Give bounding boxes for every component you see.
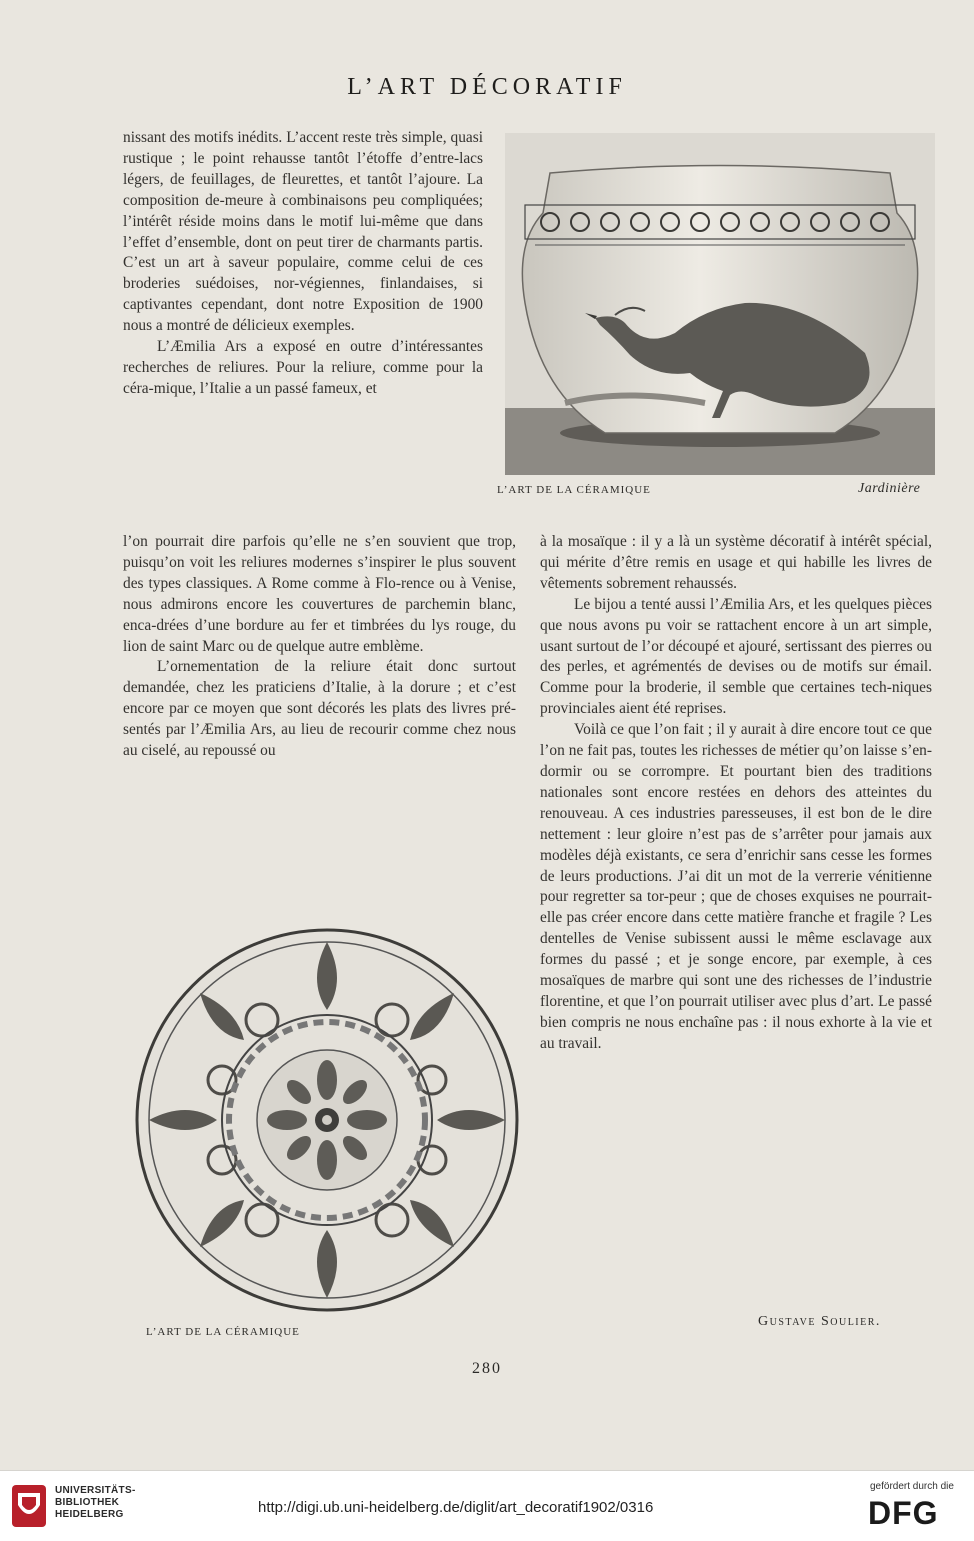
jardiniere-title-caption: Jardinière bbox=[858, 481, 921, 496]
dfg-logo: DFG bbox=[868, 1495, 939, 1531]
jardiniere-photo bbox=[505, 133, 935, 475]
permalink-url[interactable]: http://digi.ub.uni-heidelberg.de/diglit/art_decoratif1902/0316 bbox=[258, 1499, 654, 1516]
library-name-line: BIBLIOTHEK bbox=[55, 1497, 120, 1508]
running-title: L’ART DÉCORATIF bbox=[347, 74, 627, 100]
digitization-footer bbox=[0, 1470, 974, 1541]
author-signature: Gustave Soulier. bbox=[758, 1314, 881, 1329]
decorated-plate-photo bbox=[132, 920, 522, 1320]
paragraph: à la mosaïque : il y a là un système décoratif à intérêt spécial, qui mérite d’être remis en usage et qui habille les livres de vêtements sobrement rehaussés. bbox=[540, 533, 932, 592]
paragraph: l’on pourrait dire parfois qu’elle ne s’en souvient que trop, puisqu’on voit les reliures modernes s’inspirer le plus souvent des types classiques. A Rome comme à Flo-rence ou à Venise, nous admirons encore les couvertures de parchemin blanc, enca-drées d’une bordure au fer et timbrées du lys rouge, du lion de saint Marc ou de quelque autre emblème. bbox=[123, 533, 516, 655]
paragraph: L’Æmilia Ars a exposé en outre d’intéressantes recherches de reliures. Pour la reliure, comme pour la céra-mique, l’Italie a un passé fameux, et bbox=[123, 338, 483, 397]
page-number: 280 bbox=[472, 1360, 502, 1377]
column-right bbox=[540, 532, 932, 1055]
paragraph: nissant des motifs inédits. L’accent reste très simple, quasi rustique ; le point rehausse tantôt l’étoffe d’entre-lacs légers, de feuillages, de fleurettes, et tantôt l’ajoure. La composition de-meure à combinaisons peu compliquées; l’intérêt réside moins dans le motif lui-même que dans l’effet d’ensemble, dont on peut tirer de charmants partis. C’est un art à saveur populaire, comme celui de ces broderies suédoises, nor-végiennes, finlandaises, si captivantes cependant, dont notre Exposition de 1900 nous a montré de délicieux exemples. bbox=[123, 129, 483, 335]
university-seal-icon bbox=[10, 1483, 48, 1529]
paragraph: Voilà ce que l’on fait ; il y aurait à dire encore tout ce que l’on ne fait pas, toutes les richesses de métier qu’on laisse s’en-dormir ou se corrompre. Et pourtant bien des traditions nationales sont encore restées en dehors des atteintes du renouveau. A ces industries paresseuses, il est bon de le dire nettement : leur gloire n’est pas de s’arrêter pour jamais aux modèles déjà existants, ce sera d’enrichir sans cesse les formes de leurs productions. J’ai dit un mot de la verrerie vénitienne pour regretter sa tor-peur ; que de choses exquises ne pourrait-elle pas créer encore dans cette matière franche et fragile ? Les dentelles de Venise subissent aussi le même esclavage aux formes du passé ; et je songe encore, par exemple, à ces mosaïques de marbre qui sont une des richesses de l’industrie florentine, et que l’on pourrait utiliser avec plus d’art. Le passé bien compris ne nous enchaîne pas : il nous exhorte à la vie et au travail. bbox=[540, 721, 932, 1052]
funded-by-label: gefördert durch die bbox=[870, 1481, 954, 1492]
column-left-mid bbox=[123, 532, 516, 762]
paragraph: Le bijou a tenté aussi l’Æmilia Ars, et les quelques pièces que nous avons pu voir se rattachent encore à un art simple, usant surtout de l’or découpé et ajouré, sertissant des pierres ou des perles, et agrémentés de devises ou de motifs sur émail. Comme pour la broderie, il semble que certaines tech-niques provinciales aient été reprises. bbox=[540, 595, 932, 718]
library-name bbox=[55, 1485, 136, 1521]
plate-source-caption: L’ART DE LA CÉRAMIQUE bbox=[146, 1326, 300, 1338]
library-name-line: HEIDELBERG bbox=[55, 1509, 124, 1520]
library-name-line: UNIVERSITÄTS- bbox=[55, 1485, 136, 1496]
paragraph: L’ornementation de la reliure était donc surtout demandée, chez les praticiens d’Italie, à la dorure ; et c’est encore par ce moyen que sont décorés les plats des livres pré-sentés par l’Æmilia Ars, au lieu de recourir comme chez nous au ciselé, au repoussé ou bbox=[123, 658, 516, 760]
jardiniere-source-caption: L’ART DE LA CÉRAMIQUE bbox=[497, 484, 651, 496]
column-left-top bbox=[123, 128, 483, 400]
